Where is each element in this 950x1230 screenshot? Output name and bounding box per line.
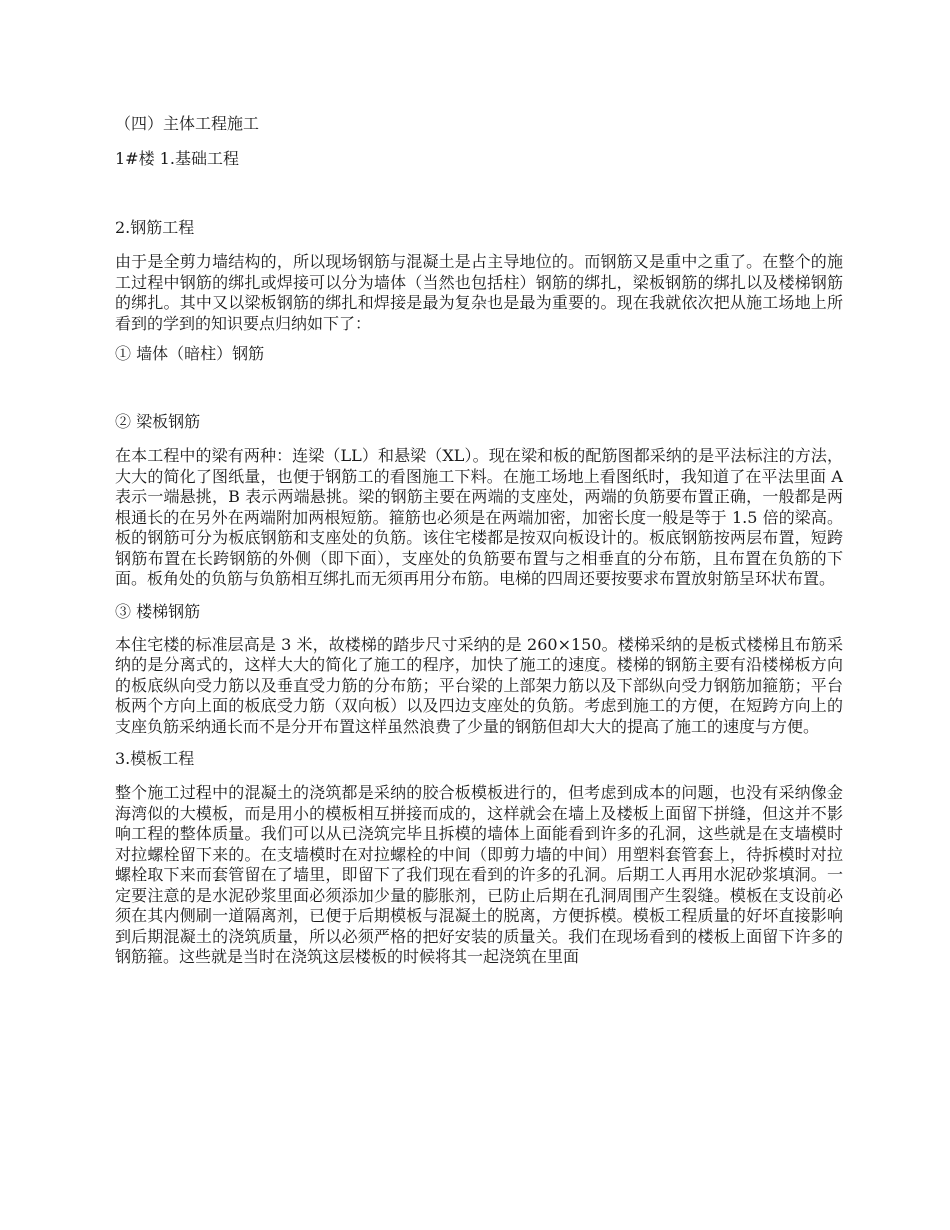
heading-foundation-works: 1#楼 1.基础工程: [115, 149, 239, 168]
subheading-wall-rebar: ① 墙体（暗柱）钢筋: [115, 344, 265, 363]
paragraph-stair-rebar: 本住宅楼的标准层高是 3 米，故楼梯的踏步尺寸采纳的是 260×150。楼梯采纳的是板式楼梯且布筋采纳的是分离式的，这样大大的简化了施工的程序，加快了施工的速度。楼梯的钢筋主要有沿楼梯板方向的板底纵向受力筋以及垂直受力筋的分布筋；平台梁的上部架力筋以及下部纵向受力钢筋加箍筋；平台板两个方向上面的板底受力筋（双向板）以及四边支座处的负筋。考虑到施工的方便，在短跨方向上的支座负筋采纳通长而不是分开布置这样虽然浪费了少量的钢筋但却大大的提高了施工的速度与方便。: [115, 634, 843, 736]
heading-rebar-works: 2.钢筋工程: [115, 218, 195, 237]
subheading-stair-rebar: ③ 楼梯钢筋: [115, 601, 201, 621]
paragraph-formwork: 整个施工过程中的混凝土的浇筑都是采纳的胶合板模板进行的，但考虑到成本的问题，也没有采纳像金海湾似的大模板，而是用小的模板相互拼接而成的，这样就会在墙上及楼板上面留下拼缝，但这并不影响工程的整体质量。我们可以从已浇筑完毕且拆模的墙体上面能看到许多的孔洞，这些就是在支墙模时对拉螺栓留下来的。在支墙模时在对拉螺栓的中间（即剪力墙的中间）用塑料套管套上，待拆模时对拉螺栓取下来而套管留在了墙里，即留下了我们现在看到的许多的孔洞。后期工人再用水泥砂浆填洞。一定要注意的是水泥砂浆里面必须添加少量的膨胀剂，已防止后期在孔洞周围产生裂缝。模板在支设前必须在其内侧刷一道隔离剂，已便于后期模板与混凝土的脱离，方便拆模。模板工程质量的好坏直接影响到后期混凝土的浇筑质量，所以必须严格的把好安装的质量关。我们在现场看到的楼板上面留下许多的钢筋箍。这些就是当时在浇筑这层楼板的时候将其一起浇筑在里面: [115, 783, 843, 966]
heading-formwork-works: 3.模板工程: [115, 749, 195, 768]
subheading-beam-slab-rebar: ② 梁板钢筋: [115, 412, 201, 431]
section-heading-main-works: （四）主体工程施工: [115, 114, 260, 133]
paragraph-rebar-intro: 由于是全剪力墙结构的，所以现场钢筋与混凝土是占主导地位的。而钢筋又是重中之重了。在整个的施工过程中钢筋的绑扎或焊接可以分为墙体（当然也包括柱）钢筋的绑扎，梁板钢筋的绑扎以及楼梯钢筋的绑扎。其中又以梁板钢筋的绑扎和焊接是最为复杂也是最为重要的。现在我就依次把从施工场地上所看到的学到的知识要点归纳如下了：: [115, 252, 843, 333]
document-body: [115, 112, 843, 968]
paragraph-beam-slab-rebar: 在本工程中的梁有两种：连梁（LL）和悬梁（XL）。现在梁和板的配筋图都采纳的是平法标注的方法，大大的简化了图纸量，也便于钢筋工的看图施工下料。在施工场地上看图纸时，我知道了在平法里面 A 表示一端悬挑，B 表示两端悬挑。梁的钢筋主要在两端的支座处，两端的负筋要布置正确，一般都是两根通长的在另外在两端附加两根短筋。箍筋也必须是在两端加密，加密长度一般是等于 1.5 倍的梁高。板的钢筋可分为板底钢筋和支座处的负筋。该住宅楼都是按双向板设计的。板底钢筋按两层布置，短跨钢筋布置在长跨钢筋的外侧（即下面），支座处的负筋要布置与之相垂直的分布筋，且布置在负筋的下面。板角处的负筋与负筋相互绑扎而无须再用分布筋。电梯的四周还要按要求布置放射筋呈环状布置。: [115, 446, 843, 588]
